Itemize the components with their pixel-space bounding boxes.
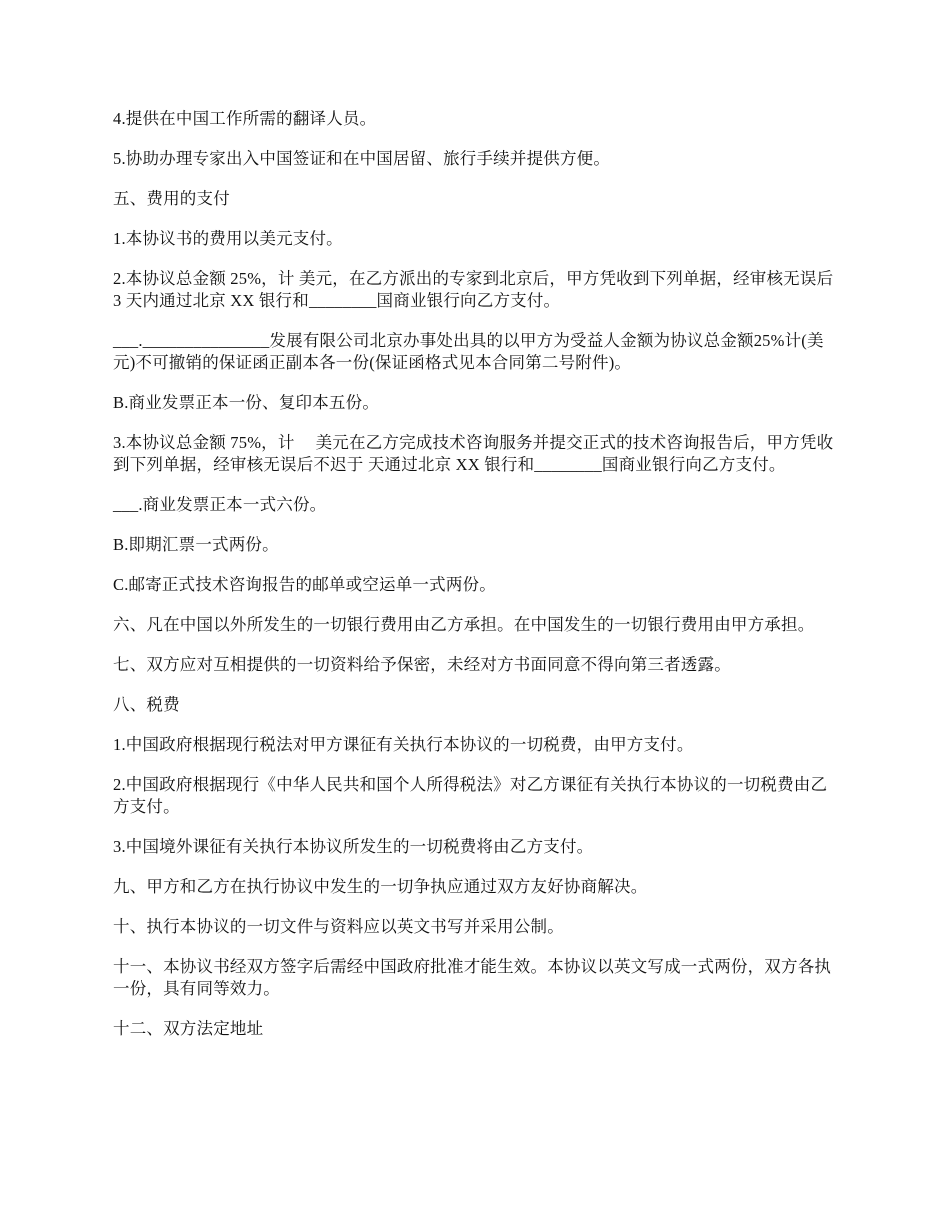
paragraph-tax-3: 3.中国境外课征有关执行本协议所发生的一切税费将由乙方支付。 <box>113 837 594 856</box>
section-effectiveness: 十一、本协议书经双方签字后需经中国政府批准才能生效。本协议以英文写成一式两份，双方各执一份，具有同等效力。 <box>113 957 832 998</box>
paragraph-item-5: 5.协助办理专家出入中国签证和在中国居留、旅行手续并提供方便。 <box>113 149 611 168</box>
paragraph-item-4: 4.提供在中国工作所需的翻译人员。 <box>113 109 377 128</box>
section-heading-taxes: 八、税费 <box>113 695 180 714</box>
document-page <box>113 108 837 1058</box>
paragraph-payment-3: 3.本协议总金额 75%，计 美元在乙方完成技术咨询服务并提交正式的技术咨询报告后，甲方凭收到下列单据，经审核无误后不迟于 天通过北京 XX 银行和________国商业银行向乙方支付。 <box>113 433 834 474</box>
section-bank-fees: 六、凡在中国以外所发生的一切银行费用由乙方承担。在中国发生的一切银行费用由甲方承担。 <box>113 615 815 634</box>
paragraph-draft-b: B.即期汇票一式两份。 <box>113 535 279 554</box>
paragraph-invoice-a: ___.商业发票正本一式六份。 <box>113 495 327 514</box>
paragraph-guarantee: ___._______________发展有限公司北京办事处出具的以甲方为受益人金额为协议总金额25%计(美元)不可撤销的保证函正副本各一份(保证函格式见本合同第二号附件)。 <box>113 331 824 372</box>
section-disputes: 九、甲方和乙方在执行协议中发生的一切争执应通过双方友好协商解决。 <box>113 877 648 896</box>
paragraph-tax-1: 1.中国政府根据现行税法对甲方课征有关执行本协议的一切税费，由甲方支付。 <box>113 735 694 754</box>
paragraph-tax-2: 2.中国政府根据现行《中华人民共和国个人所得税法》对乙方课征有关执行本协议的一切税费由乙方支付。 <box>113 775 828 816</box>
paragraph-invoice-b: B.商业发票正本一份、复印本五份。 <box>113 393 380 412</box>
paragraph-payment-2: 2.本协议总金额 25%，计 美元，在乙方派出的专家到北京后，甲方凭收到下列单据，经审核无误后 3 天内通过北京 XX 银行和________国商业银行向乙方支付。 <box>113 269 838 310</box>
paragraph-payment-1: 1.本协议书的费用以美元支付。 <box>113 229 343 248</box>
section-heading-addresses: 十二、双方法定地址 <box>113 1019 264 1038</box>
section-confidentiality: 七、双方应对互相提供的一切资料给予保密，未经对方书面同意不得向第三者透露。 <box>113 655 731 674</box>
section-language: 十、执行本协议的一切文件与资料应以英文书写并采用公制。 <box>113 917 564 936</box>
section-heading-payment: 五、费用的支付 <box>113 189 230 208</box>
paragraph-waybill-c: C.邮寄正式技术咨询报告的邮单或空运单一式两份。 <box>113 575 496 594</box>
